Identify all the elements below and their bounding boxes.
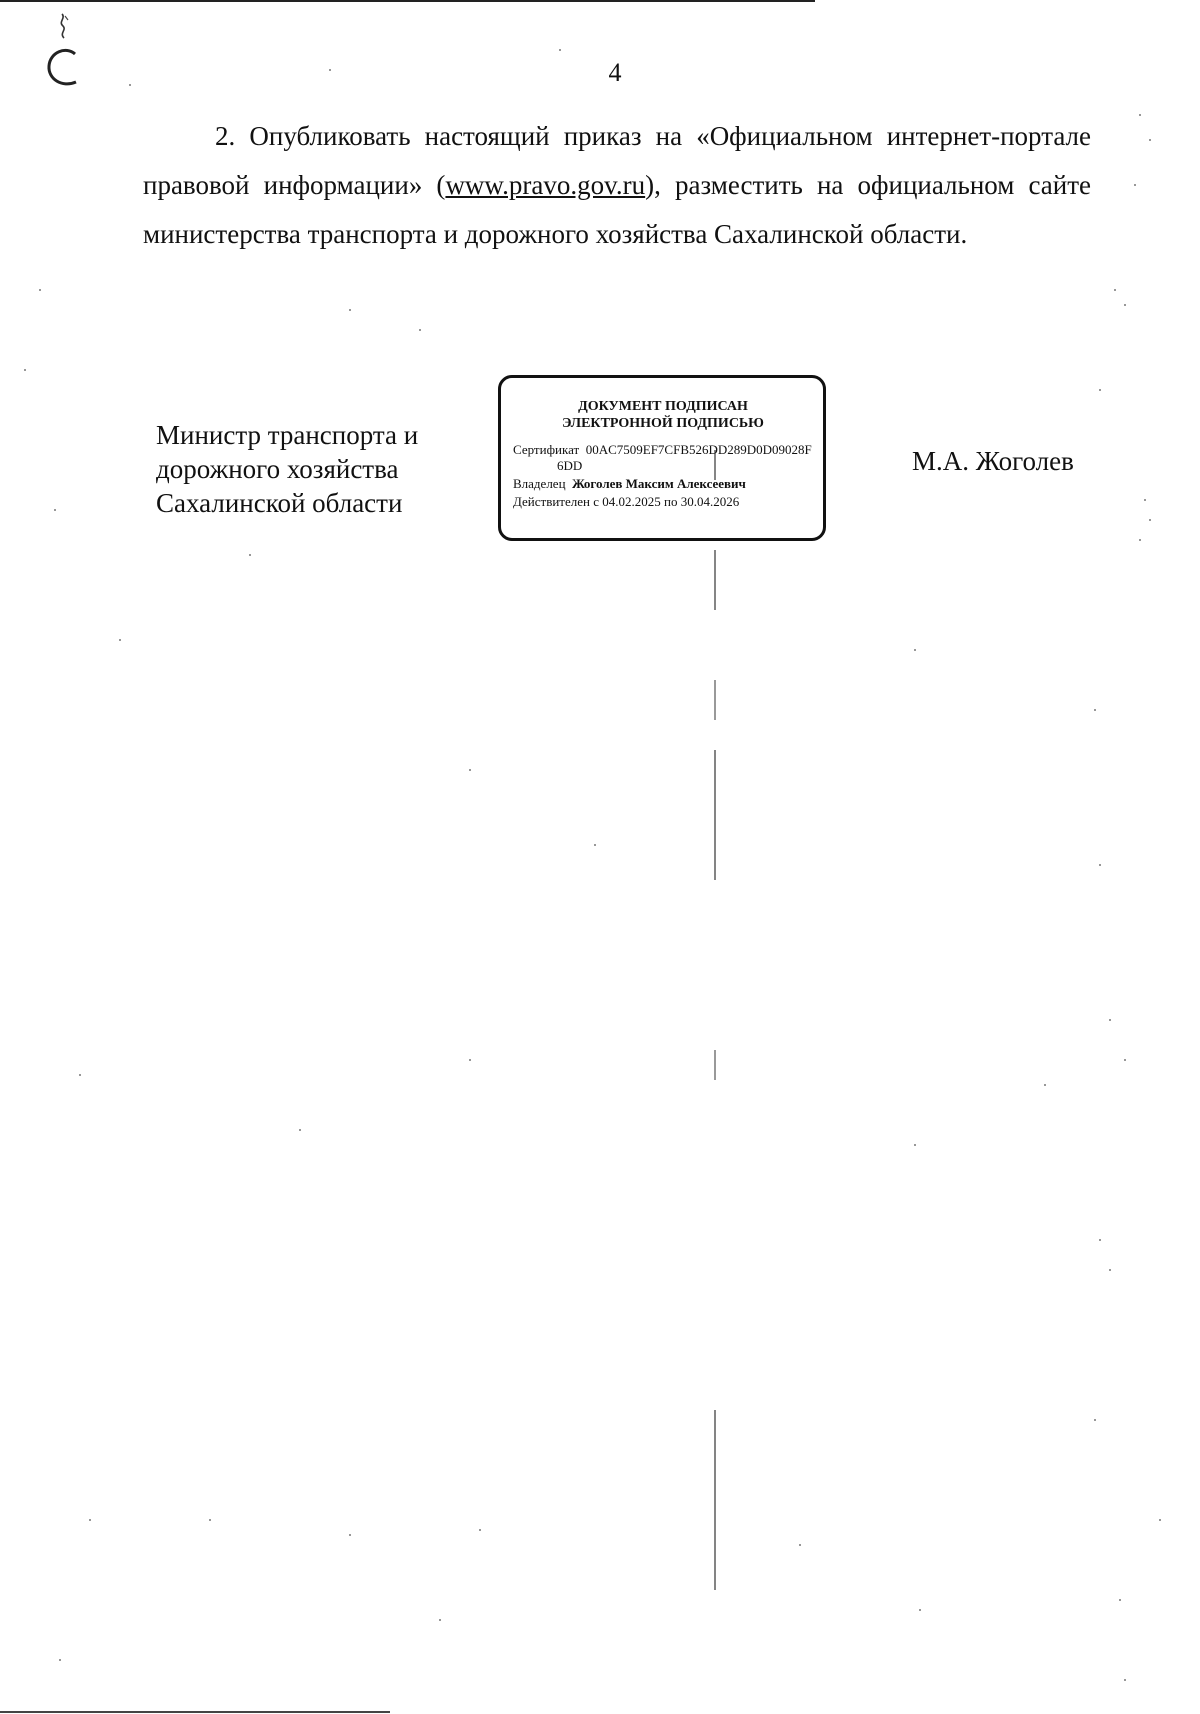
bottom-scan-border [0,1711,390,1713]
scan-artifact-line [714,450,716,1610]
publication-paragraph [143,112,1091,259]
stamp-certificate [513,442,813,458]
signer-name: М.А. Жоголев [912,446,1074,476]
signer-position-line: дорожного хозяйства [156,454,399,484]
owner-value: Жоголев Максим Алексеевич [572,476,746,491]
owner-label: Владелец [513,476,566,491]
stamp-owner [513,476,813,492]
paragraph-text-end: ), разместить на официальном сайте министерства транспорта и дорожного хозяйства Сахалинской области. [143,170,1092,249]
page-number: 4 [608,58,622,87]
signer-position [156,418,456,520]
signer-position-line: Министр транспорта и [156,420,419,450]
pravo-gov-link[interactable]: www.pravo.gov.ru [445,170,646,200]
signer-position-line: Сахалинской области [156,488,403,518]
top-scan-border [0,0,815,2]
certificate-value-continued: 6DD [557,458,583,473]
electronic-signature-stamp [498,375,826,541]
binding-hole-mark [42,8,90,88]
paragraph-text-start: 2. Опубликовать настоящий приказ на «Официальном интернет-портале правовой информации» ( [143,121,1091,200]
stamp-title-line: ЭЛЕКТРОННОЙ ПОДПИСЬЮ [562,416,764,431]
stamp-title-line: ДОКУМЕНТ ПОДПИСАН [578,399,748,414]
certificate-label: Сертификат [513,442,580,457]
stamp-validity: Действителен с 04.02.2025 по 30.04.2026 [513,494,740,509]
certificate-value: 00AC7509EF7CFB526DD289D0D09028F [585,442,812,457]
